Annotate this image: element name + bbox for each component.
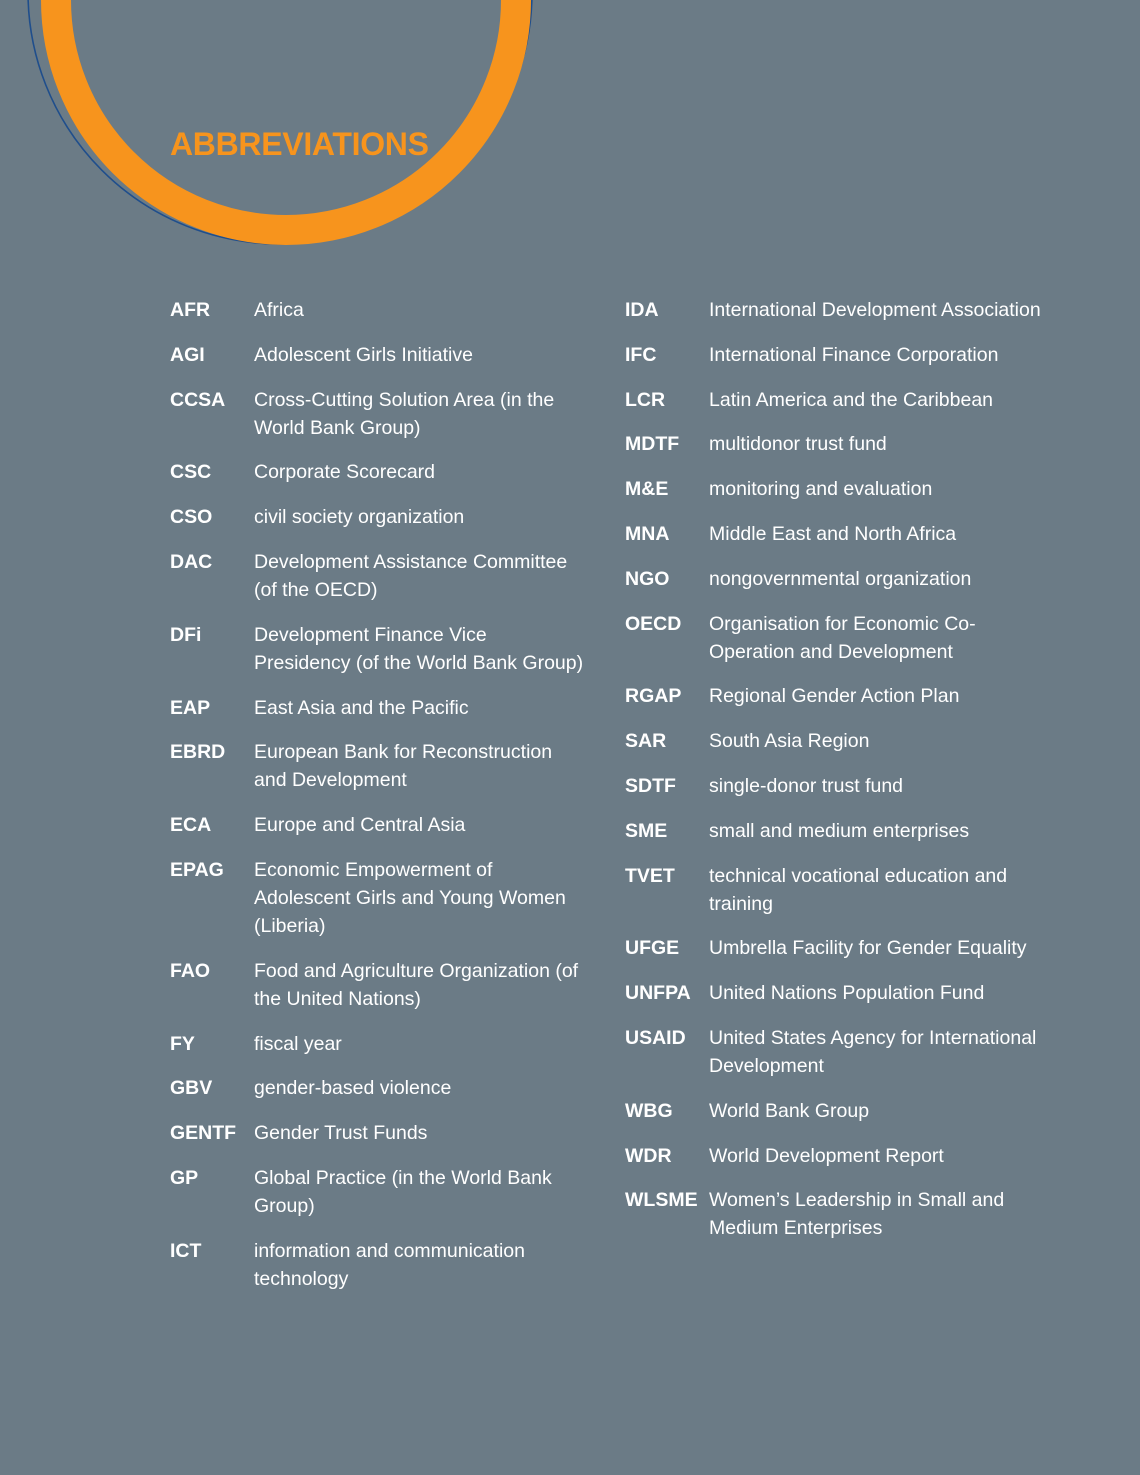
abbreviation-entry bbox=[625, 772, 1075, 800]
abbreviation-entry bbox=[625, 341, 1075, 369]
abbreviation-definition: multidonor trust fund bbox=[709, 433, 887, 456]
abbreviation-entry bbox=[625, 1186, 1075, 1242]
abbreviation-term: DFi bbox=[170, 623, 202, 646]
abbreviation-entry bbox=[625, 979, 1075, 1007]
abbreviation-term: TVET bbox=[625, 864, 675, 887]
abbreviation-definition: nongovernmental organization bbox=[709, 567, 972, 590]
abbreviation-term: LCR bbox=[625, 388, 666, 411]
abbreviation-definition: Middle East and North Africa bbox=[709, 522, 957, 545]
abbreviation-entry bbox=[625, 1142, 1075, 1170]
abbreviation-entry bbox=[170, 694, 590, 722]
abbreviation-entry bbox=[625, 934, 1075, 962]
abbreviation-definition: Adolescent Girls Initiative bbox=[254, 343, 473, 366]
abbreviation-term: FAO bbox=[170, 959, 211, 982]
abbreviation-term: UNFPA bbox=[625, 982, 691, 1005]
abbreviation-definition: information and communication technology bbox=[254, 1239, 525, 1290]
abbreviation-term: FY bbox=[170, 1032, 195, 1055]
abbreviation-term: OECD bbox=[625, 612, 682, 635]
abbreviation-definition: World Development Report bbox=[709, 1144, 944, 1167]
abbreviation-term: MDTF bbox=[625, 433, 680, 456]
abbreviation-term: ECA bbox=[170, 814, 212, 837]
abbreviation-term: EPAG bbox=[170, 858, 224, 881]
abbreviation-term: CSO bbox=[170, 506, 213, 529]
abbreviation-term: M&E bbox=[625, 478, 669, 501]
abbreviation-entry bbox=[170, 1030, 590, 1058]
abbreviation-entry bbox=[170, 856, 590, 940]
orange-ring bbox=[56, 0, 516, 230]
abbreviation-entry bbox=[170, 1164, 590, 1220]
abbreviation-entry bbox=[625, 682, 1075, 710]
abbreviation-definition: European Bank for Reconstruction and Development bbox=[254, 741, 553, 792]
abbreviation-term: USAID bbox=[625, 1026, 686, 1049]
abbreviation-entry bbox=[625, 386, 1075, 414]
abbreviation-definition: Development Assistance Committee (of the OECD) bbox=[254, 550, 568, 601]
abbreviations-right-column bbox=[625, 296, 1075, 1259]
abbreviation-definition: gender-based violence bbox=[254, 1077, 452, 1100]
abbreviation-definition: technical vocational education and training bbox=[709, 864, 1008, 915]
abbreviation-term: NGO bbox=[625, 567, 670, 590]
abbreviation-entry bbox=[625, 1097, 1075, 1125]
abbreviation-entry bbox=[625, 475, 1075, 503]
abbreviation-term: UFGE bbox=[625, 937, 680, 960]
abbreviation-entry bbox=[170, 458, 590, 486]
abbreviation-entry bbox=[170, 738, 590, 794]
abbreviation-definition: South Asia Region bbox=[709, 730, 870, 753]
abbreviation-term: WLSME bbox=[625, 1189, 698, 1212]
abbreviation-term: CCSA bbox=[170, 388, 226, 411]
abbreviation-definition: United States Agency for International Development bbox=[709, 1026, 1037, 1077]
abbreviation-entry bbox=[625, 565, 1075, 593]
abbreviation-entry bbox=[170, 811, 590, 839]
abbreviation-definition: Umbrella Facility for Gender Equality bbox=[709, 937, 1027, 960]
abbreviation-term: SME bbox=[625, 819, 668, 842]
abbreviations-left-column bbox=[170, 296, 590, 1310]
abbreviation-definition: Regional Gender Action Plan bbox=[709, 685, 960, 708]
abbreviation-definition: monitoring and evaluation bbox=[709, 478, 933, 501]
abbreviation-entry bbox=[170, 386, 590, 442]
abbreviation-term: RGAP bbox=[625, 685, 682, 708]
abbreviation-definition: fiscal year bbox=[254, 1032, 342, 1055]
abbreviation-definition: Europe and Central Asia bbox=[254, 814, 466, 837]
abbreviation-entry bbox=[625, 1024, 1075, 1080]
abbreviation-term: DAC bbox=[170, 550, 213, 573]
page-title: ABBREVIATIONS bbox=[170, 126, 429, 162]
abbreviation-definition: International Finance Corporation bbox=[709, 343, 999, 366]
abbreviation-entry bbox=[625, 817, 1075, 845]
abbreviation-definition: Corporate Scorecard bbox=[254, 461, 436, 484]
abbreviation-entry bbox=[170, 957, 590, 1013]
abbreviation-term: SDTF bbox=[625, 774, 676, 797]
abbreviation-entry bbox=[170, 341, 590, 369]
abbreviation-term: AGI bbox=[170, 343, 205, 366]
abbreviation-definition: Organisation for Economic Co-Operation and Development bbox=[709, 612, 976, 663]
abbreviation-entry bbox=[170, 503, 590, 531]
abbreviation-definition: International Development Association bbox=[709, 299, 1041, 321]
abbreviation-entry bbox=[625, 610, 1075, 666]
abbreviation-entry bbox=[170, 1119, 590, 1147]
abbreviation-entry bbox=[170, 621, 590, 677]
abbreviation-term: CSC bbox=[170, 461, 212, 484]
abbreviation-term: WBG bbox=[625, 1099, 673, 1122]
abbreviation-term: WDR bbox=[625, 1144, 672, 1167]
abbreviation-definition: Cross-Cutting Solution Area (in the World Bank Group) bbox=[254, 388, 555, 439]
abbreviation-definition: Economic Empowerment of Adolescent Girls and Young Women (Liberia) bbox=[254, 858, 566, 937]
abbreviation-term: EBRD bbox=[170, 741, 226, 764]
abbreviation-entry bbox=[170, 296, 590, 324]
abbreviation-definition: civil society organization bbox=[254, 506, 465, 529]
abbreviation-entry bbox=[170, 1237, 590, 1293]
abbreviation-entry bbox=[625, 862, 1075, 918]
abbreviation-term: ICT bbox=[170, 1239, 202, 1262]
abbreviation-term: IDA bbox=[625, 299, 659, 321]
abbreviation-term: AFR bbox=[170, 299, 211, 321]
abbreviation-entry bbox=[625, 296, 1075, 324]
abbreviation-definition: Global Practice (in the World Bank Group) bbox=[254, 1166, 552, 1217]
abbreviation-definition: East Asia and the Pacific bbox=[254, 696, 469, 719]
abbreviation-definition: Latin America and the Caribbean bbox=[709, 388, 994, 411]
abbreviation-definition: single-donor trust fund bbox=[709, 774, 904, 797]
abbreviation-term: IFC bbox=[625, 343, 657, 366]
abbreviation-definition: Women’s Leadership in Small and Medium Enterprises bbox=[709, 1189, 1005, 1240]
abbreviation-definition: United Nations Population Fund bbox=[709, 982, 985, 1005]
abbreviation-term: MNA bbox=[625, 522, 670, 545]
abbreviation-definition: Development Finance Vice Presidency (of the World Bank Group) bbox=[254, 623, 584, 674]
abbreviation-term: SAR bbox=[625, 730, 667, 753]
abbreviation-definition: Food and Agriculture Organization (of the United Nations) bbox=[254, 959, 579, 1010]
abbreviation-entry bbox=[170, 548, 590, 604]
abbreviation-entry bbox=[625, 727, 1075, 755]
abbreviation-entry bbox=[625, 430, 1075, 458]
abbreviation-definition: World Bank Group bbox=[709, 1099, 870, 1122]
abbreviation-entry bbox=[170, 1074, 590, 1102]
abbreviation-definition: Gender Trust Funds bbox=[254, 1122, 428, 1145]
abbreviation-entry bbox=[625, 520, 1075, 548]
abbreviation-term: GBV bbox=[170, 1077, 213, 1100]
abbreviation-term: GENTF bbox=[170, 1122, 237, 1145]
abbreviation-term: GP bbox=[170, 1166, 199, 1189]
abbreviation-definition: Africa bbox=[254, 299, 304, 321]
abbreviation-term: EAP bbox=[170, 696, 211, 719]
abbreviation-definition: small and medium enterprises bbox=[709, 819, 970, 842]
